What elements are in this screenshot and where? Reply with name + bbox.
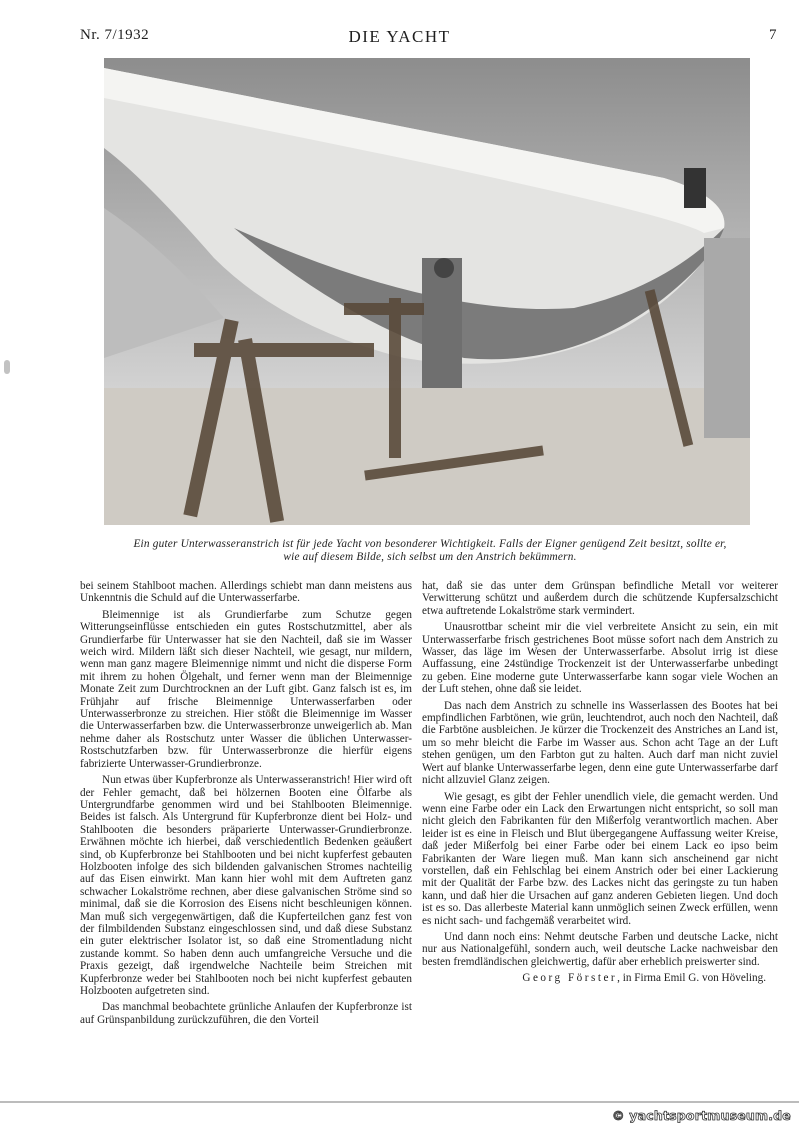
page-number: 7 (769, 27, 777, 43)
magazine-title: DIE YACHT (348, 27, 451, 46)
paragraph: Und dann noch eins: Nehmt deutsche Farben und deutsche Lacke, nicht nur aus Nationalgefühl, sondern auch, weil deutsche Lacke nachweisbar den besten fremdländischen gleichwertig, dafür aber erheblich preiswerter sind. (422, 930, 778, 968)
article-column-left (80, 580, 412, 1030)
paragraph: Das nach dem Anstrich zu schnelle ins Wasserlassen des Bootes hat bei empfindlichen Farbtönen, wie grün, leuchtendrot, auch noch den Nachteil, daß die Farbtöne ausbleichen. Je kürzer die Trockenzeit des Anstriches an Land ist, um so mehr bleicht die Farbe im Wasser aus. Schon acht Tage an der Luft stehen genügen, um den Farbton gut zu halten. Auch darf man nicht zuviel Wert auf blanke Unterwasserfarbe legen, denn eine gute Unterwasserfarbe darf nicht allzuviel Glanz zeigen. (422, 699, 778, 787)
issue-number: Nr. 7/1932 (80, 27, 150, 43)
photo-caption (80, 538, 780, 564)
caption-line-2: wie auf diesem Bilde, sich selbst um den Anstrich bekümmern. (283, 551, 577, 563)
paragraph: Das manchmal beobachtete grünliche Anlaufen der Kupferbronze ist auf Grünspanbildung zurückzuführen, die den Vorteil (80, 1001, 412, 1026)
author-signature (422, 972, 766, 984)
watermark: © yachtsportmuseum.de (612, 1108, 791, 1123)
scan-speck (4, 360, 10, 374)
paragraph: Unausrottbar scheint mir die viel verbreitete Ansicht zu sein, ein mit Unterwasserfarbe frisch gestrichenes Boot müsse sofort nach dem Anstrich zu Wasser, das läge im Wesen der Unterwasserfarbe. Absolut irrig ist diese Auffassung, eine 24stündige Trockenzeit ist der Unterwasserfarbe unbedingt zu geben. Eine moderne gute Unterwasserfarbe kann sogar viele Wochen an der Luft stehen, ohne daß sie leidet. (422, 621, 778, 696)
paragraph: bei seinem Stahlboot machen. Allerdings schiebt man dann meistens aus Unkenntnis die Schuld auf die Unterwasserfarbe. (80, 580, 412, 605)
paragraph: hat, daß sie das unter dem Grünspan befindliche Metall vor weiterer Verwitterung schützt und außerdem durch die schützende Kupfersalzschicht etwa auftretende Lokalströme stark vermindert. (422, 580, 778, 617)
author-affiliation: , in Firma Emil G. von Höveling. (617, 972, 766, 985)
paragraph: Bleimennige ist als Grundierfarbe zum Schutze gegen Witterungseinflüsse entschieden ein gutes Rostschutzmittel, aber als Grundierfarbe für Unterwasser hat sie den Nachteil, daß sie im Wasser weich wird. Mildern läßt sich dieser Nachteil, wie gesagt, nur mildern, wenn man ganz magere Bleimennige nimmt und nicht die disperse Form mit ihrem zu hohen Ölgehalt, und ferner wenn man der Bleimennige Monate Zeit zum Durchtrocknen an der Luft gibt. Ganz falsch ist es, im Frühjahr auf frische Bleimennige Unterwasserfarben oder Unterwasserbronze zu streichen. Hier stößt die Bleimennige im Wasser die Unterwasserfarben bzw. die Unterwasserbronze unweigerlich ab. Man nehme daher als Rostschutz unter Wasser die üblichen Unterwasser-Rostschutzfarben bzw. für Unterwasserbronze die hierfür eigens fabrizierte Unterwasser-Grundierbronze. (80, 608, 412, 770)
photo-yacht-hull-painting (104, 58, 750, 525)
paragraph: Nun etwas über Kupferbronze als Unterwasseranstrich! Hier wird oft der Fehler gemacht, daß bei hölzernen Booten eine Ölfarbe als Untergrundfarbe genommen wird und bei Stahlbooten Bleimennige. Beides ist falsch. Als Untergrund für Kupferbronze dient bei Holz- und Stahlbooten die besonders präparierte Unterwasser-Grundierbronze. Erwähnen möchte ich hierbei, daß verschiedentlich Bedenken geäußert sind, ob Kupferbronze bei Stahlbooten und bei nicht kupferfest gebauten Holzbooten infolge des sich bildenden galvanischen Stromes nachteilig auf das Eisen einwirkt. Man kann hier wohl mit dem Auftreten ganz schwacher Lokalströme rechnen, aber diese galvanischen Ströme sind so minimal, daß sie die Korrosion des Eisens nicht beschleunigen können. Man muß sich vergegenwärtigen, daß die Kupferteilchen ganz fest von der filmbildenden Substanz eingeschlossen sind, und daß diese Substanz ein guter elektrischer Isolator ist, so daß eine Stromentladung nicht zustande kommt. So haben denn auch umfangreiche Versuche und die Praxis gezeigt, daß irgendwelche Nachteile beim Streichen mit Kupferbronze weder bei Stahlbooten noch bei nicht kupferfest gebauten Holzbooten aufgetreten sind. (80, 774, 412, 997)
article-column-right (422, 580, 778, 985)
author-name: Georg Förster (522, 972, 618, 985)
paragraph: Wie gesagt, es gibt der Fehler unendlich viele, die gemacht werden. Und wenn eine Farbe oder ein Lack den Erwartungen nicht entspricht, so soll man nicht gleich den Fabrikanten für den Mißerfolg verantwortlich machen. Aber leider ist es eine in Fleisch und Blut übergegangene Auffassung weiter Kreise, daß jeder Mißerfolg bei einer Farbe oder bei einem Lack eo ipso beim Fabrikanten der Ware liegen muß. Man kann sich anscheinend gar nicht vorstellen, daß ein Fehlschlag bei einem Anstrich oder bei einer Lackierung mit der Qualität der Farbe bzw. des Lackes nicht das geringste zu tun haben kann, und daß hier die Ursachen auf ganz anderen Gebieten liegen. Und doch ist es so. Das allerbeste Material kann unmöglich seinen Zweck erfüllen, wenn es nicht sach- und fachgemäß verarbeitet wird. (422, 790, 778, 927)
footer-divider (0, 1101, 799, 1103)
caption-line-1: Ein guter Unterwasseranstrich ist für jede Yacht von besonderer Wichtigkeit. Falls der Eigner genügend Zeit besitzt, sollte er, (133, 538, 727, 550)
